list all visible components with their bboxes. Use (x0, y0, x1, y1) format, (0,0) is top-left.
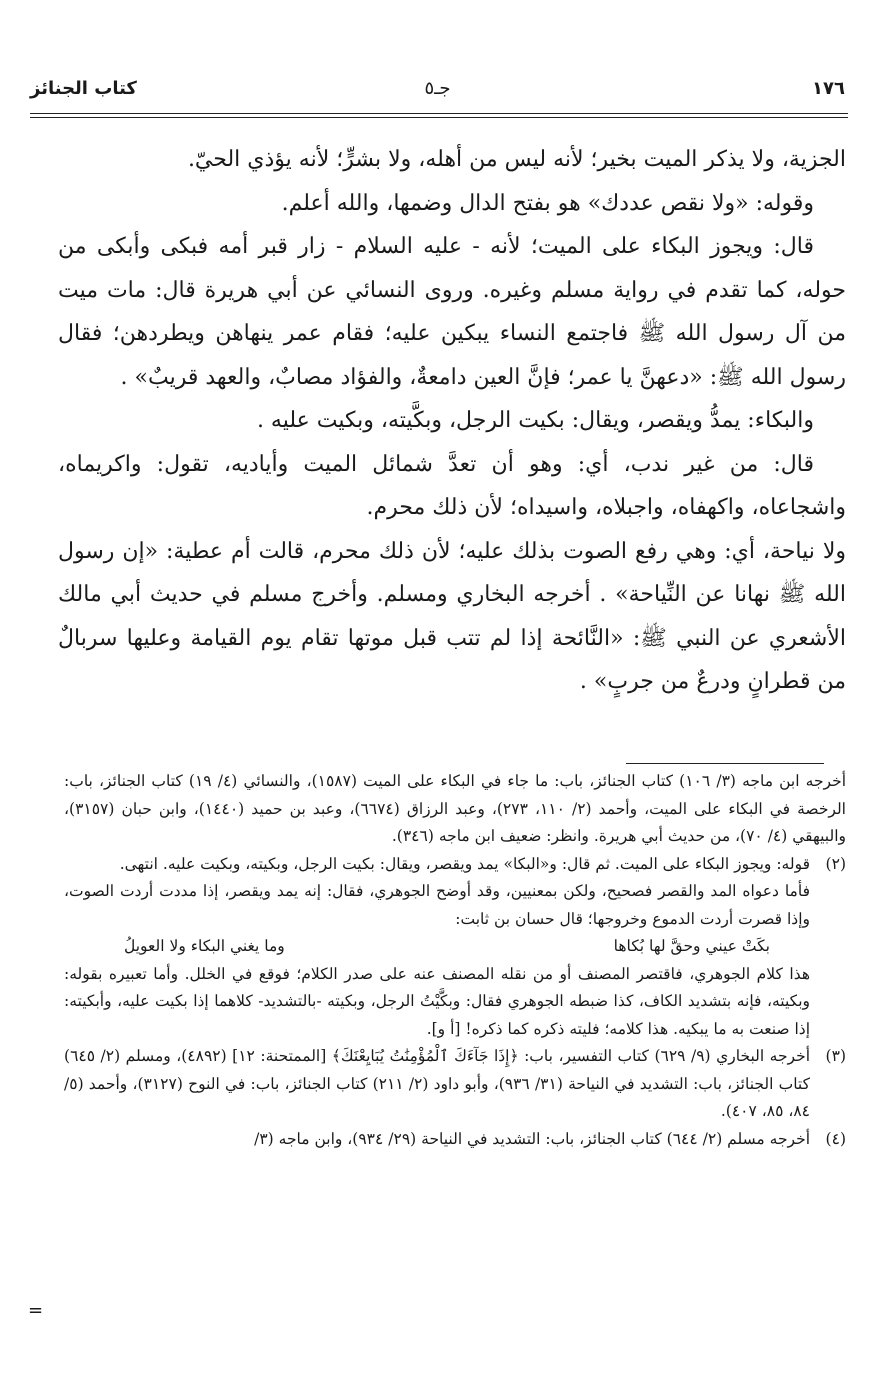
book-title: كتاب الجنائز (30, 78, 137, 99)
footnote-1 (64, 768, 846, 851)
paragraph: قال: من غير ندب، أي: وهو أن تعدَّ شمائل الميت وأياديه، تقول: واكريماه، واشجاعاه، واكهفاه، واجبلاه، واسيداه؛ لأن ذلك محرم. (58, 451, 846, 520)
footnote-4 (64, 1126, 846, 1154)
page-number: ١٧٦ (812, 78, 845, 99)
header-rule-double (30, 117, 848, 118)
paragraph: وقوله: «ولا نقص عددك» هو بفتح الدال وضمها، والله أعلم. (281, 190, 814, 216)
footnote-text: أخرجه البخاري (٩/ ٦٢٩) كتاب التفسير، باب: ﴿إِذَا جَآءَكَ ٱلْمُؤْمِنَٰتُ يُبَايِعْنَكَ﴾ [الممتحنة: ١٢] (٤٨٩٢)، ومسلم (٢/ ٦٤٥) كتاب الجنائز، باب: التشديد في النياحة (٣١/ ٩٣٦)، وأبو داود (٢/ ٢١١) كتاب الجنائز، باب: في النوح (٣١٢٧)، وأحمد (٥/ ٨٤، ٨٥، ٤٠٧). (64, 1047, 810, 1120)
footnote-text: أخرجه ابن ماجه (٣/ ١٠٦) كتاب الجنائز، باب: ما جاء في البكاء على الميت (١٥٨٧)، والنسائي (٤/ ١٩) كتاب الجنائز، باب: الرخصة في البكاء على الميت، وأحمد (٢/ ١١٠، ٢٧٣)، وعبد الرزاق (٦٦٧٤)، وعبد بن حميد (١٤٤٠)، وابن حبان (٣١٥٧)، والبيهقي (٤/ ٧٠)، من حديث أبي هريرة. وانظر: ضعيف ابن ماجه (٣٤٦). (64, 772, 846, 845)
footnote-number: (٤) (825, 1129, 846, 1148)
footnotes (64, 768, 846, 1153)
footnote-text: هذا كلام الجوهري، فاقتصر المصنف أو من نقله المصنف عنه على صدر الكلام؛ فوقع في الخلل. وأما تعبيره بقوله: وبكيته، فإنه بتشديد الكاف، كذا ضبطه الجوهري فقال: وبكَّيْتُ الرجل، وبكيته -بالتشديد- كلاهما إذا بكيت عليه، وأبكيته: إذا صنعت به ما يبكيه. هذا كلامه؛ فليته ذكره كما ذكره! [أ و]. (64, 964, 810, 1038)
footnote-number: (٢) (825, 854, 846, 873)
main-text (58, 138, 846, 704)
paragraph: الجزية، ولا يذكر الميت بخير؛ لأنه ليس من أهله، ولا بشرٍّ؛ لأنه يؤذي الحيّ. (187, 147, 846, 172)
footnote-text: أخرجه مسلم (٢/ ٦٤٤) كتاب الجنائز، باب: التشديد في النياحة (٢٩/ ٩٣٤)، وابن ماجه (٣/ (254, 1129, 810, 1148)
running-header (30, 74, 845, 108)
poetry-verse (64, 933, 810, 961)
verse-hemistich-second: وما يغني البكاء ولا العويلُ (124, 937, 285, 955)
continuation-mark: = (28, 1300, 44, 1321)
footnote-3 (64, 1043, 846, 1126)
footnote-text: فأما دعواه المد والقصر فصحيح، ولكن بمعنيين، وقد أوضح الجوهري، فقال: إنه يمد ويقصر، إذا مددت أردت الصوت، وإذا قصرت أردت الدموع وخروجها؛ قال حسان بن ثابت: (64, 882, 810, 928)
paragraph: قال: ويجوز البكاء على الميت؛ لأنه - عليه السلام - زار قبر أمه فبكى وأبكى من حوله، كما تقدم في رواية مسلم وغيره. وروى النسائي عن أبي هريرة قال: مات ميت من آل رسول الله ﷺ فاجتمع النساء يبكين عليه؛ فقام عمر ينهاهن ويطردهن؛ فقال رسول الله ﷺ: «دعهنَّ يا عمر؛ فإنَّ العين دامعةٌ، والفؤاد مصابٌ، والعهد قريبٌ» . (58, 234, 846, 390)
footnote-number: (٣) (825, 1047, 846, 1065)
verse-hemistich-first: بكَتْ عيني وحقَّ لها بُكاها (613, 937, 770, 955)
volume-label: جـ٥ (424, 78, 451, 99)
footnote-separator (626, 763, 824, 764)
paragraph: والبكاء: يمدُّ ويقصر، ويقال: بكيت الرجل، وبكَّيته، وبكيت عليه . (256, 408, 814, 433)
paragraph: ولا نياحة، أي: وهي رفع الصوت بذلك عليه؛ لأن ذلك محرم، قالت أم عطية: «إن رسول الله ﷺ نهانا عن النِّياحة» . أخرجه البخاري ومسلم. وأخرج مسلم في حديث أبي مالك الأشعري عن النبي ﷺ: «النَّائحة إذا لم تتب قبل موتها تقام يوم القيامة وعليها سربالٌ من قطرانٍ ودرعٌ من جربٍ» . (58, 538, 847, 694)
header-rule (30, 113, 848, 114)
footnote-text: قوله: ويجوز البكاء على الميت. ثم قال: و«البكا» يمد ويقصر، ويقال: بكيت الرجل، وبكيته، وبكيت عليه. انتهى. (119, 854, 810, 873)
footnote-2 (64, 851, 846, 1044)
